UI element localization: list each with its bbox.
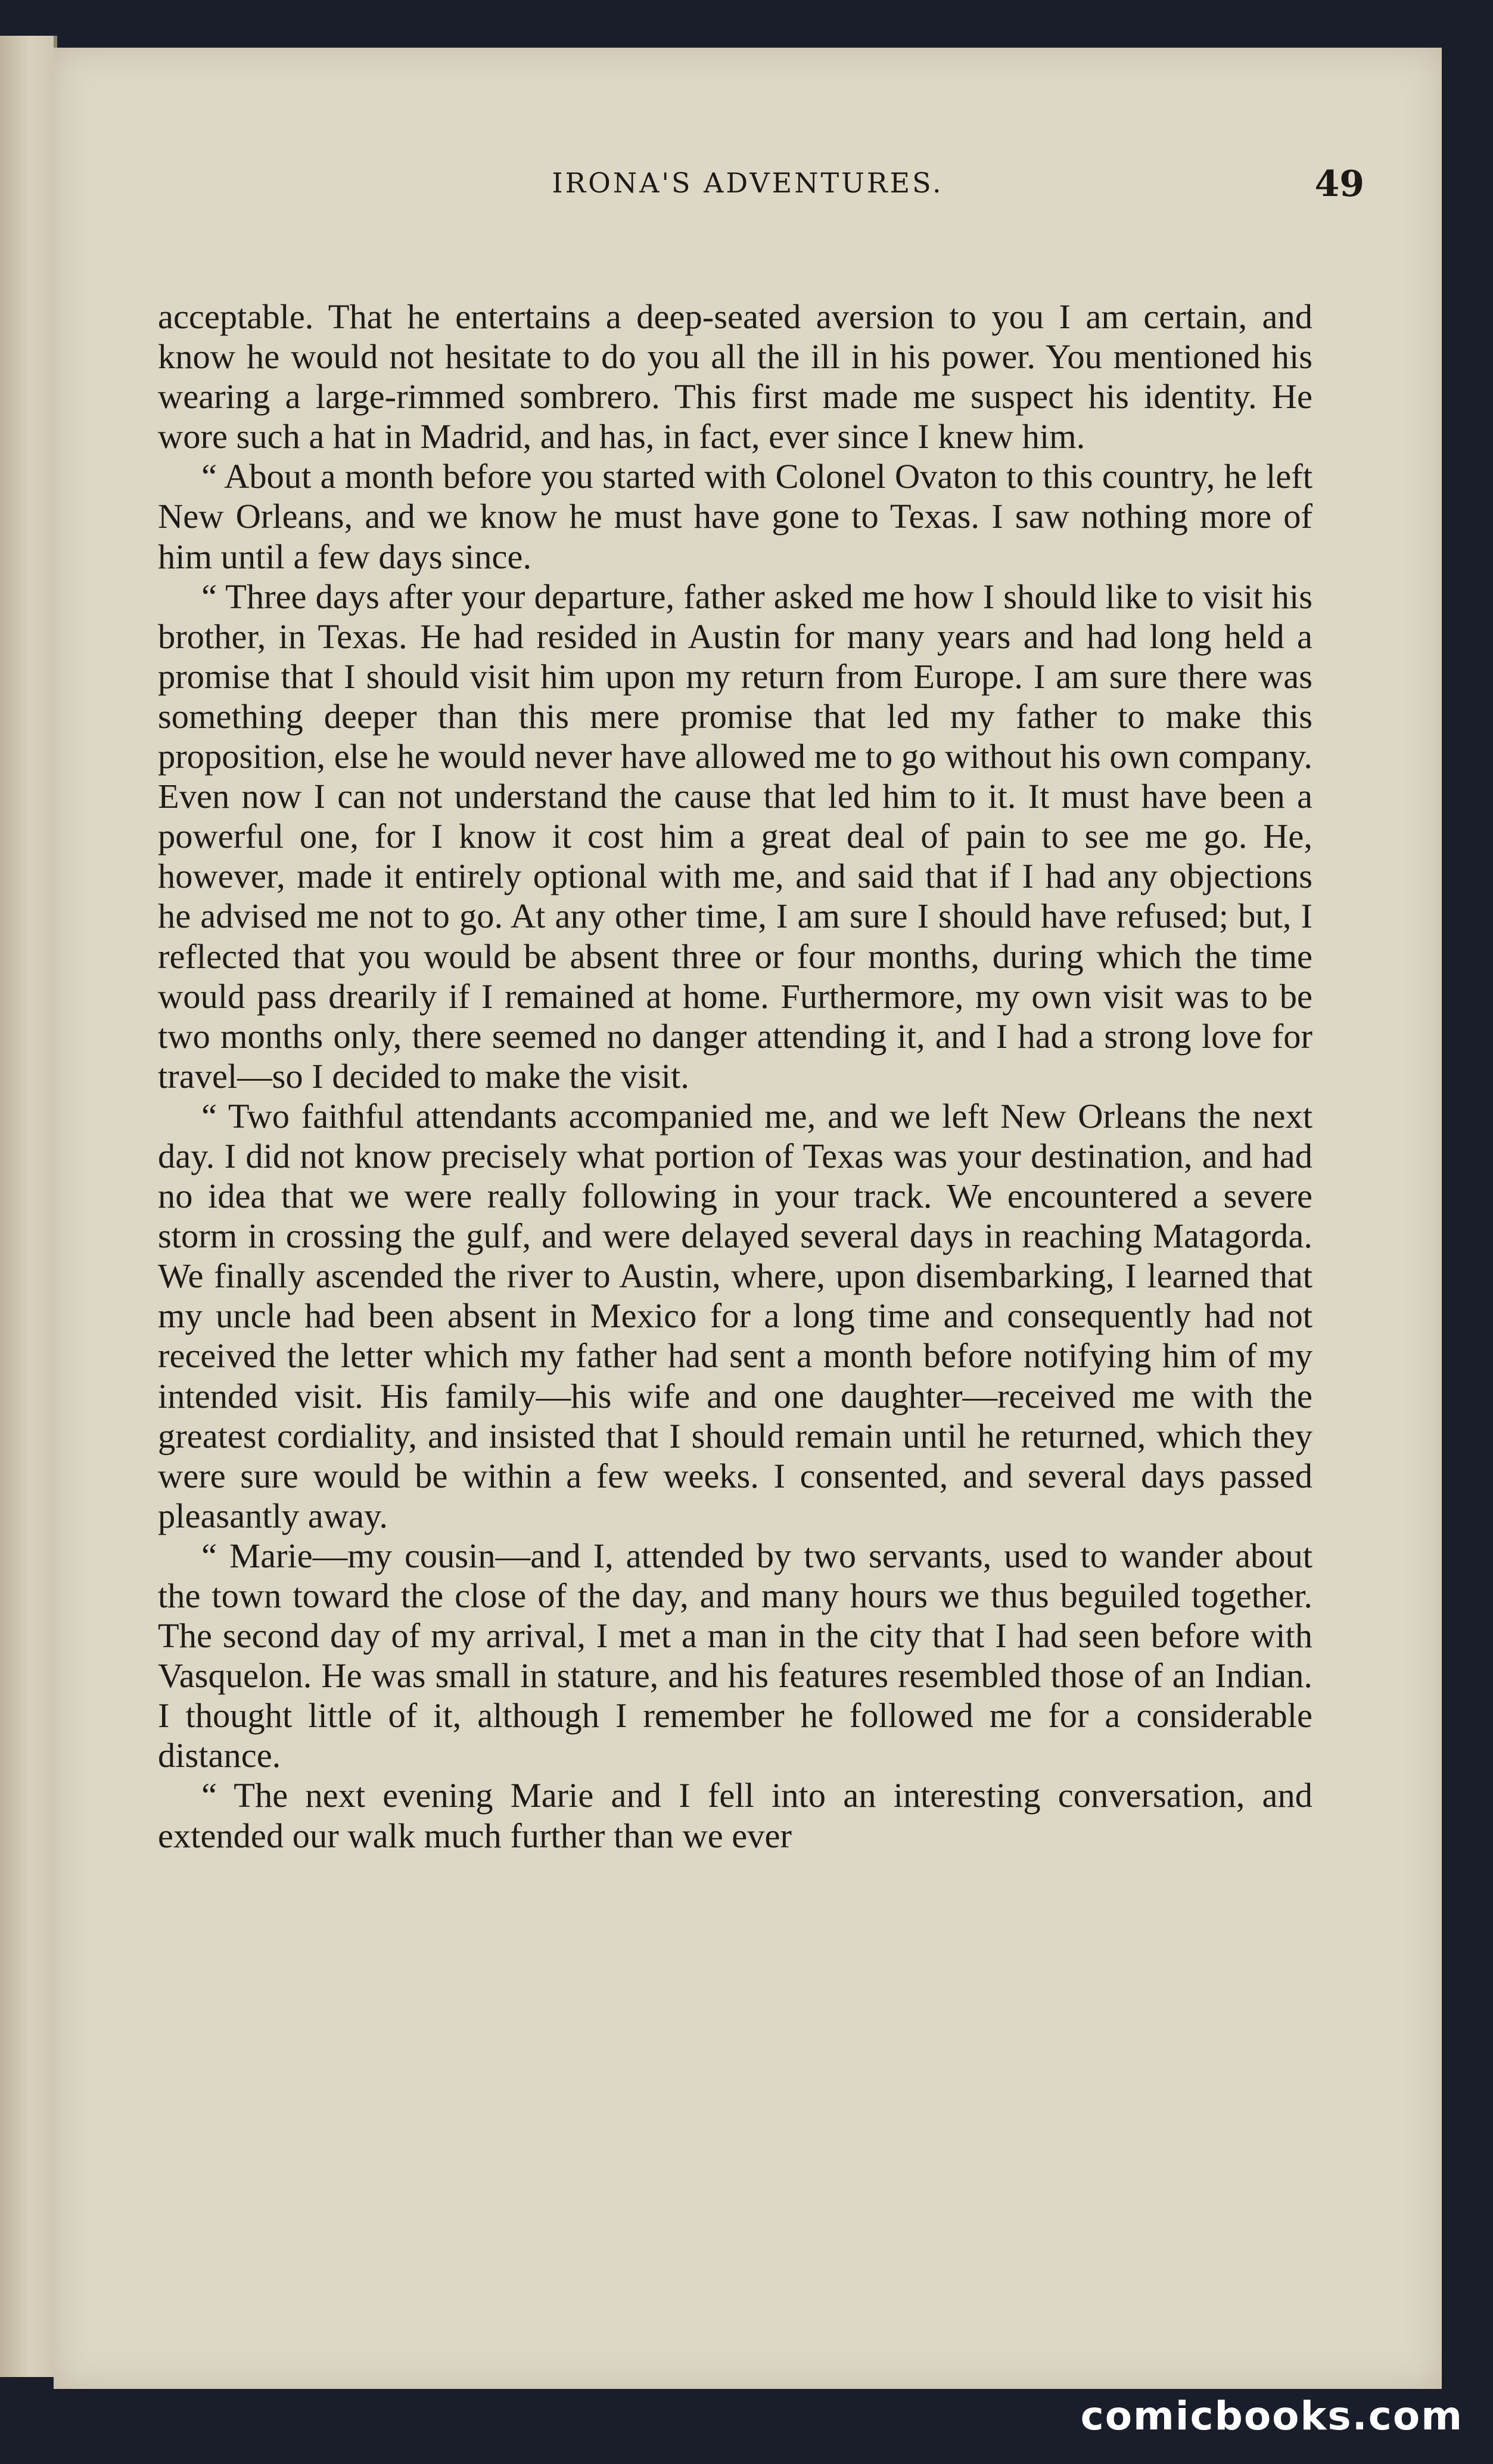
page-number: 49 — [1314, 163, 1364, 205]
paragraph: “ About a month before you started with Colonel Ovaton to this country, he left New Orleans, and we know he must have gone to Texas. I saw nothing more of him until a few days since. — [158, 457, 1312, 576]
paragraph: “ Three days after your departure, father asked me how I should like to visit his brother, in Texas. He had resided in Austin for many years and had long held a promise that I should visit him upon my return from Europe. I am sure there was something deeper than this mere promise that led my father to make this proposition, else he would never have allowed me to go without his own company. Even now I can not understand the cause that led him to it. It must have been a powerful one, for I know it cost him a great deal of pain to see me go. He, however, made it entirely optional with me, and said that if I had any objections he advised me not to go. At any other time, I am sure I should have refused; but, I reflected that you would be absent three or four months, during which the time would pass drearily if I remained at home. Furthermore, my own visit was to be two months only, there seemed no danger attending it, and I had a strong love for travel—so I decided to make the visit. — [158, 577, 1312, 1096]
book-spine-edge — [0, 36, 57, 2377]
page-header — [54, 163, 1442, 214]
paragraph: “ Two faithful attendants accompanied me, and we left New Orleans the next day. I did not know precisely what portion of Texas was your destination, and had no idea that we were really following in your track. We encountered a severe storm in crossing the gulf, and were delayed several days in reaching Matagorda. We finally ascended the river to Austin, where, upon disembarking, I learned that my uncle had been absent in Mexico for a long time and consequently had not received the letter which my father had sent a month before notifying him of my intended visit. His family—his wife and one daughter—received me with the greatest cordiality, and insisted that I should remain until he returned, which they were sure would be within a few weeks. I consented, and several days passed pleasantly away. — [158, 1096, 1312, 1535]
paragraph: “ Marie—my cousin—and I, attended by two servants, used to wander about the town toward the close of the day, and many hours we thus beguiled together. The second day of my arrival, I met a man in the city that I had seen before with Vasquelon. He was small in stature, and his features resembled those of an Indian. I thought little of it, although I remember he followed me for a considerable distance. — [158, 1536, 1312, 1775]
running-title: IRONA'S ADVENTURES. — [552, 167, 944, 199]
book-page — [54, 48, 1442, 2389]
watermark: comicbooks.com — [1080, 2393, 1463, 2439]
body-text — [158, 297, 1312, 1856]
paragraph: “ The next evening Marie and I fell into an interesting conversation, and extended our walk much further than we ever — [158, 1776, 1312, 1855]
paragraph: acceptable. That he entertains a deep-seated aversion to you I am certain, and know he would not hesitate to do you all the ill in his power. You mentioned his wearing a large-rimmed sombrero. This first made me suspect his identity. He wore such a hat in Madrid, and has, in fact, ever since I knew him. — [158, 297, 1312, 456]
